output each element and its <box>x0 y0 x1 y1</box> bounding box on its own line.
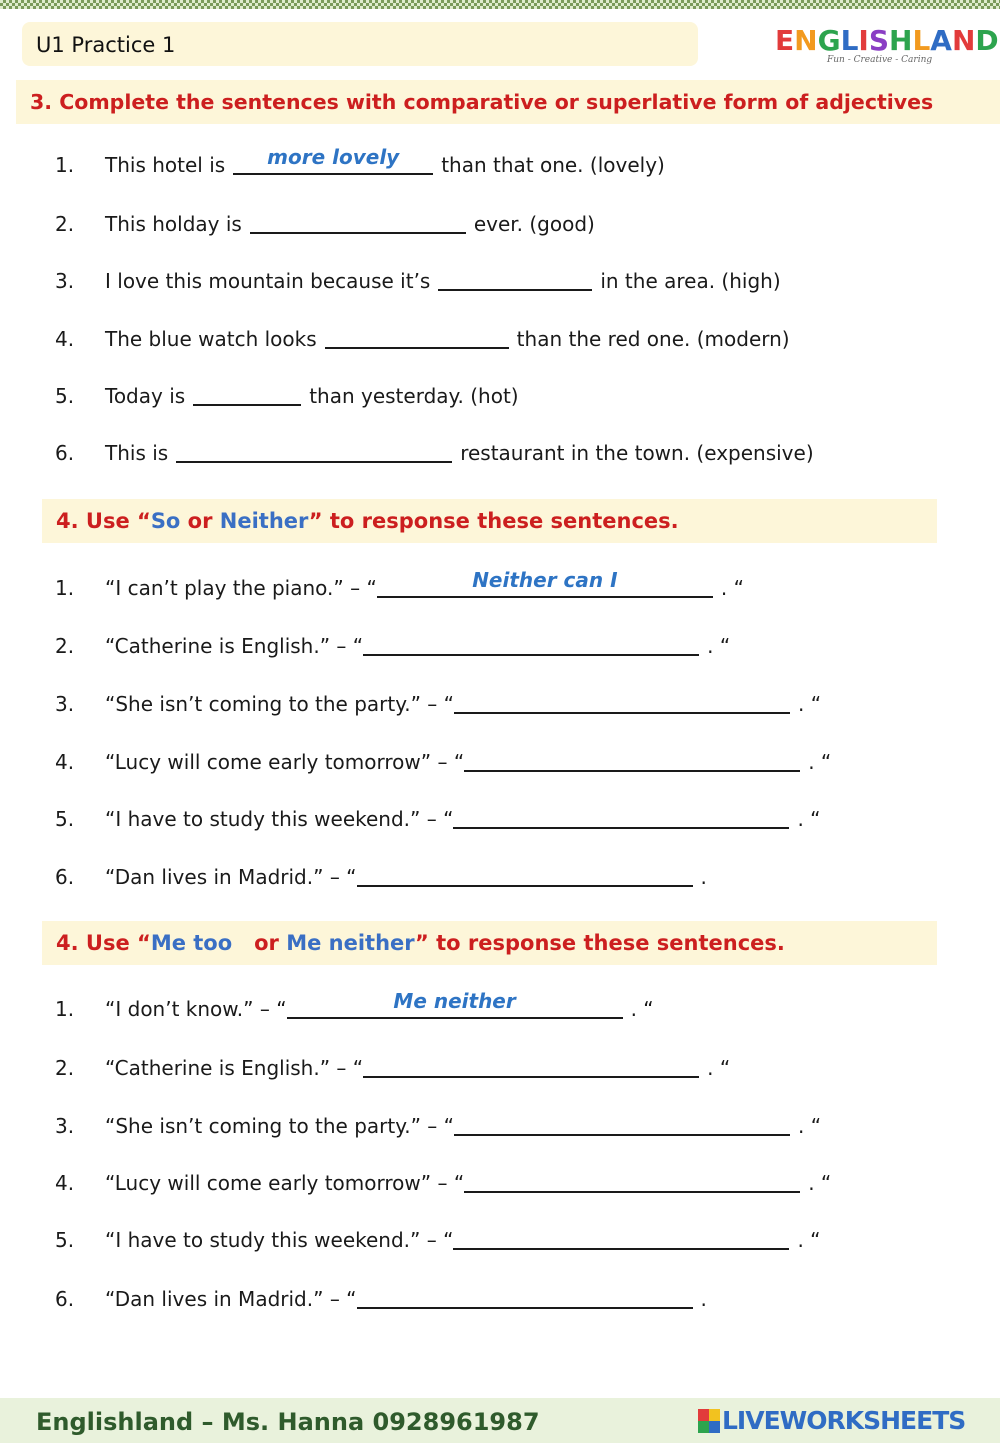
sentence <box>105 1228 821 1252</box>
sentence-ending: . <box>700 1287 707 1311</box>
item-number: 1. <box>55 997 75 1021</box>
filled-answer: Neither can I <box>472 568 618 592</box>
sentence <box>105 384 519 408</box>
sentence <box>105 327 790 351</box>
answer-blank[interactable] <box>464 1171 800 1193</box>
section-4b-title: 4. Use “Me too or Me neither” to response these sentences. <box>56 931 785 955</box>
sentence <box>105 989 654 1021</box>
exercise-row <box>0 1114 1000 1144</box>
answer-blank[interactable] <box>233 145 433 175</box>
sentence-ending: than that one. (lovely) <box>441 153 665 177</box>
sentence-ending: . “ <box>707 634 731 658</box>
sentence <box>105 865 707 889</box>
exercise-row <box>0 145 1000 183</box>
sentence <box>105 212 595 236</box>
item-number: 5. <box>55 807 75 831</box>
sentence-ending: in the area. (high) <box>600 269 781 293</box>
sentence-ending: . <box>700 865 707 889</box>
sentence-ending: than yesterday. (hot) <box>309 384 519 408</box>
sentence <box>105 807 821 831</box>
exercise-row <box>0 1056 1000 1086</box>
exercise-row <box>0 865 1000 895</box>
answer-blank[interactable] <box>193 384 301 406</box>
logo-tagline: Fun - Creative - Caring <box>827 55 933 65</box>
exercise-row <box>0 441 1000 471</box>
exercise-row <box>0 327 1000 357</box>
logo-letter: G <box>817 24 841 57</box>
sentence-prompt: “She isn’t coming to the party.” – “ <box>105 692 455 716</box>
logo-letter: I <box>858 24 869 57</box>
sentence-ending: than the red one. (modern) <box>516 327 790 351</box>
answer-blank[interactable] <box>464 750 800 772</box>
exercise-row <box>0 1228 1000 1258</box>
sentence-prompt: “Dan lives in Madrid.” – “ <box>105 1287 357 1311</box>
sentence-prompt: “Dan lives in Madrid.” – “ <box>105 865 357 889</box>
section-3-title: 3. Complete the sentences with comparative or superlative form of adjectives <box>30 90 934 114</box>
sentence-ending: . “ <box>707 1056 731 1080</box>
sentence-prompt: “Catherine is English.” – “ <box>105 634 364 658</box>
answer-blank[interactable] <box>357 1287 693 1309</box>
title-bar <box>22 22 698 66</box>
item-number: 2. <box>55 1056 75 1080</box>
answer-blank[interactable] <box>377 568 713 598</box>
liveworksheets-logo-icon <box>698 1409 720 1433</box>
englishland-logo <box>775 24 999 68</box>
sentence-ending: ever. (good) <box>473 212 595 236</box>
section-4b-banner <box>42 921 937 965</box>
answer-blank[interactable] <box>453 1228 789 1250</box>
logo-letter: L <box>912 24 931 57</box>
exercise-row <box>0 807 1000 837</box>
item-number: 5. <box>55 384 75 408</box>
sentence-ending: . “ <box>808 750 832 774</box>
sentence-ending: . “ <box>808 1171 832 1195</box>
item-number: 1. <box>55 153 75 177</box>
sentence <box>105 568 744 600</box>
sentence-prompt: “Lucy will come early tomorrow” – “ <box>105 1171 465 1195</box>
sentence <box>105 145 665 177</box>
exercise-row <box>0 384 1000 414</box>
item-number: 6. <box>55 1287 75 1311</box>
answer-blank[interactable] <box>325 327 509 349</box>
sentence <box>105 1287 707 1311</box>
sentence-ending: . “ <box>798 692 822 716</box>
sentence-ending: . “ <box>797 1228 821 1252</box>
sentence-prompt: “I have to study this weekend.” – “ <box>105 1228 454 1252</box>
exercise-row <box>0 634 1000 664</box>
exercise-row <box>0 269 1000 299</box>
exercise-row <box>0 1287 1000 1317</box>
sentence-prompt: This hotel is <box>105 153 226 177</box>
exercise-row <box>0 568 1000 606</box>
sentence-prompt: “I can’t play the piano.” – “ <box>105 576 377 600</box>
answer-blank[interactable] <box>453 807 789 829</box>
sentence <box>105 1056 730 1080</box>
logo-letter: L <box>840 24 859 57</box>
logo-letter: A <box>930 24 952 57</box>
logo-letter: N <box>794 24 818 57</box>
sentence-ending: . “ <box>798 1114 822 1138</box>
sentence <box>105 1171 831 1195</box>
answer-blank[interactable] <box>438 269 592 291</box>
sentence-ending: . “ <box>797 807 821 831</box>
answer-blank[interactable] <box>250 212 466 234</box>
sentence <box>105 269 781 293</box>
answer-blank[interactable] <box>454 1114 790 1136</box>
exercise-row <box>0 212 1000 242</box>
filled-answer: Me neither <box>393 989 516 1013</box>
item-number: 3. <box>55 692 75 716</box>
item-number: 3. <box>55 269 75 293</box>
exercise-row <box>0 750 1000 780</box>
exercise-row <box>0 692 1000 722</box>
item-number: 4. <box>55 750 75 774</box>
decorative-top-border <box>0 0 1000 9</box>
section-3-banner <box>16 80 1000 124</box>
sentence <box>105 1114 821 1138</box>
sentence-prompt: The blue watch looks <box>105 327 317 351</box>
filled-answer: more lovely <box>267 145 400 169</box>
answer-blank[interactable] <box>287 989 623 1019</box>
answer-blank[interactable] <box>357 865 693 887</box>
liveworksheets-text: LIVEWORKSHEETS <box>722 1406 966 1435</box>
sentence-prompt: This holday is <box>105 212 242 236</box>
item-number: 2. <box>55 634 75 658</box>
section-4a-banner <box>42 499 937 543</box>
sentence-ending: . “ <box>720 576 744 600</box>
logo-letter: S <box>868 24 889 57</box>
sentence-prompt: “Catherine is English.” – “ <box>105 1056 364 1080</box>
sentence-prompt: “I have to study this weekend.” – “ <box>105 807 454 831</box>
sentence-prompt: Today is <box>105 384 186 408</box>
sentence-prompt: This is <box>105 441 169 465</box>
item-number: 4. <box>55 1171 75 1195</box>
sentence <box>105 634 730 658</box>
sentence-prompt: I love this mountain because it’s <box>105 269 431 293</box>
item-number: 2. <box>55 212 75 236</box>
exercise-row <box>0 1171 1000 1201</box>
sentence-ending: restaurant in the town. (expensive) <box>460 441 814 465</box>
logo-letter: H <box>889 24 913 57</box>
answer-blank[interactable] <box>363 634 699 656</box>
item-number: 5. <box>55 1228 75 1252</box>
sentence-prompt: “Lucy will come early tomorrow” – “ <box>105 750 465 774</box>
sentence-ending: . “ <box>630 997 654 1021</box>
answer-blank[interactable] <box>176 441 452 463</box>
item-number: 3. <box>55 1114 75 1138</box>
section-4a-title: 4. Use “So or Neither” to response these sentences. <box>56 509 679 533</box>
item-number: 1. <box>55 576 75 600</box>
logo-letter: E <box>775 24 795 57</box>
exercise-row <box>0 989 1000 1027</box>
sentence <box>105 750 831 774</box>
item-number: 6. <box>55 865 75 889</box>
item-number: 4. <box>55 327 75 351</box>
page-title: U1 Practice 1 <box>36 33 176 57</box>
logo-letter: N <box>951 24 976 57</box>
footer-contact: Englishland – Ms. Hanna 0928961987 <box>36 1408 540 1436</box>
answer-blank[interactable] <box>454 692 790 714</box>
sentence-prompt: “She isn’t coming to the party.” – “ <box>105 1114 455 1138</box>
sentence-prompt: “I don’t know.” – “ <box>105 997 287 1021</box>
footer-bar <box>0 1398 1000 1443</box>
sentence <box>105 692 821 716</box>
logo-wordmark <box>775 24 999 57</box>
answer-blank[interactable] <box>363 1056 699 1078</box>
logo-letter: D <box>975 24 999 57</box>
item-number: 6. <box>55 441 75 465</box>
sentence <box>105 441 814 465</box>
liveworksheets-brand <box>698 1406 965 1435</box>
